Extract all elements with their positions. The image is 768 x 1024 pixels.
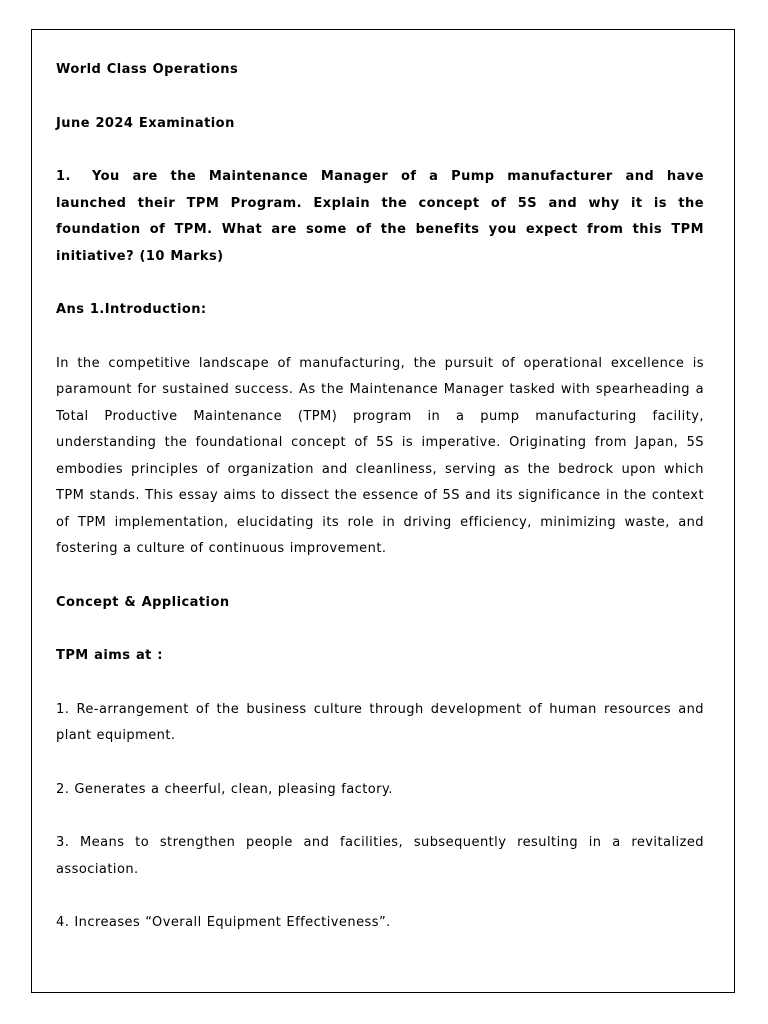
aim-item-4: 4. Increases “Overall Equipment Effectiveness”. <box>56 915 391 930</box>
document-title: World Class Operations <box>56 62 239 77</box>
question-1 <box>56 164 704 270</box>
aim-item-2: 2. Generates a cheerful, clean, pleasing factory. <box>56 781 393 797</box>
aim-item-1: 1. Re-arrangement of the business culture through development of human resources and plant equipment. <box>56 701 704 743</box>
answer-heading: Ans 1.Introduction: <box>56 302 207 317</box>
question-text: You are the Maintenance Manager of a Pump manufacturer and have launched their TPM Program. Explain the concept of 5S and why it is the foundation of TPM. What are some of the benefits you expect from this TPM initiative? (10 Marks) <box>56 169 704 264</box>
document-body <box>56 57 704 937</box>
intro-paragraph: In the competitive landscape of manufacturing, the pursuit of operational excellence is paramount for sustained success. As the Maintenance Manager tasked with spearheading a Total Productive Maintenance (TPM) program in a pump manufacturing facility, understanding the foundational concept of 5S is imperative. Originating from Japan, 5S embodies principles of organization and cleanliness, serving as the bedrock upon which TPM stands. This essay aims to dissect the essence of 5S and its significance in the context of TPM implementation, elucidating its role in driving efficiency, minimizing waste, and fostering a culture of continuous improvement. <box>56 355 704 556</box>
aim-item-3: 3. Means to strengthen people and facilities, subsequently resulting in a revitalized association. <box>56 835 704 877</box>
exam-label: June 2024 Examination <box>56 115 235 131</box>
tpm-aims-heading: TPM aims at : <box>56 648 163 663</box>
question-number: 1. <box>56 169 71 184</box>
concept-heading: Concept & Application <box>56 594 230 610</box>
